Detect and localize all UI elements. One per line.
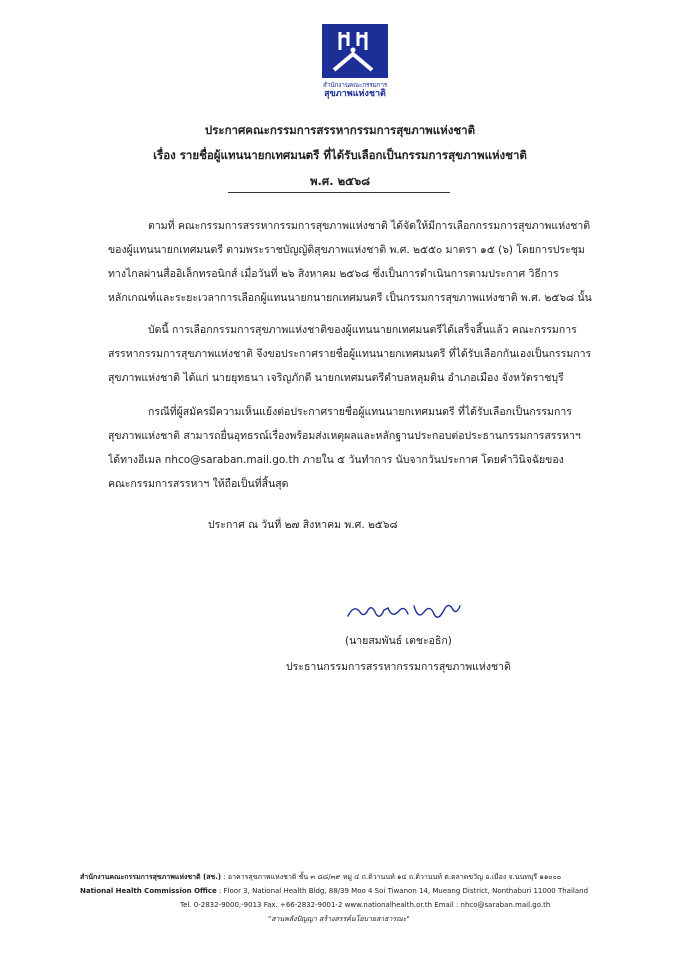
- logo-emblem-graphic: [322, 24, 388, 78]
- signer-position: ประธานกรรมการสรรหากรรมการสุขภาพแห่งชาติ: [286, 661, 511, 673]
- footer-english-address-text: : Floor 3, National Health Bldg, 88/39 Moo 4 Soi Tiwanon 14, Mueang District, Nonthaburi 11000 Thailand: [216, 887, 589, 895]
- handwritten-signature: [344, 598, 464, 624]
- footer-thai-org: สำนักงานคณะกรรมการสุขภาพแห่งชาติ (สช.): [80, 873, 222, 881]
- footer-thai-address: [80, 870, 620, 884]
- footer-english-org: National Health Commission Office: [80, 887, 217, 895]
- footer-slogan: "สานพลังปัญญา สร้างสรรค์นโยบายสาธารณะ": [268, 915, 410, 923]
- paragraph-1-line: ตามที่ คณะกรรมการสรรหากรรมการสุขภาพแห่งชาติ ได้จัดให้มีการเลือกกรรมการสุขภาพแห่งชาติ: [148, 220, 591, 232]
- announced-date: ประกาศ ณ วันที่ ๒๗ สิงหาคม พ.ศ. ๒๕๖๘: [208, 519, 398, 531]
- paragraph-1: [108, 214, 596, 310]
- document-title-line3: พ.ศ. ๒๕๖๘: [309, 174, 371, 188]
- paragraph-1-line: ทางไกลผ่านสื่ออิเล็กทรอนิกส์ เมื่อวันที่ ๒๖ สิงหาคม ๒๕๖๘ ซึ่งเป็นการดำเนินการตามประกาศ วิธีการ: [108, 268, 559, 280]
- document-title-line2: เรื่อง รายชื่อผู้แทนนายกเทศมนตรี ที่ได้รับเลือกเป็นกรรมการสุขภาพแห่งชาติ: [153, 148, 527, 162]
- paragraph-3-line: ได้ทางอีเมล nhco@saraban.mail.go.th ภายใน ๕ วันทำการ นับจากวันประกาศ โดยคำวินิจฉัยของ: [108, 454, 564, 466]
- footer-thai-address-text: : อาคารสุขภาพแห่งชาติ ชั้น ๓ ๘๘/๓๙ หมู่ ๔ ถ.ติวานนท์ ๑๔ ถ.ติวานนท์ ต.ตลาดขวัญ อ.เมือง จ.นนทบุรี ๑๑๐๐๐: [221, 873, 562, 881]
- paragraph-3: [108, 400, 596, 496]
- paragraph-2-line: สุขภาพแห่งชาติ ได้แก่ นายยุทธนา เจริญภักดี นายกเทศมนตรีตำบลหลุมดิน อำเภอเมือง จังหวัดราชบุรี: [108, 372, 564, 384]
- document-title-line1: ประกาศคณะกรรมการสรรหากรรมการสุขภาพแห่งชาติ: [204, 123, 476, 137]
- letterhead-footer: [80, 870, 620, 926]
- nhco-logo: [322, 24, 388, 99]
- paragraph-2-line: สรรหากรรมการสุขภาพแห่งชาติ จึงขอประกาศรายชื่อผู้แทนนายกเทศมนตรี ที่ได้รับเลือกกันเองเป็นกรรมการ: [108, 348, 592, 360]
- paragraph-3-line: กรณีที่ผู้สมัครมีความเห็นแย้งต่อประกาศรายชื่อผู้แทนนายกเทศมนตรี ที่ได้รับเลือกเป็นกรรมการ: [148, 406, 572, 418]
- logo-emblem: [322, 24, 388, 78]
- paragraph-1-line: ของผู้แทนนายกเทศมนตรี ตามพระราชบัญญัติสุขภาพแห่งชาติ พ.ศ. ๒๕๕๐ มาตรา ๑๕ (๖) โดยการประชุม: [108, 244, 585, 256]
- footer-contacts: Tel. 0-2832-9000,-9013 Fax. +66-2832-9001-2 www.nationalhealth.or.th Email : nhco@saraban.mail.go.th: [180, 901, 551, 909]
- paragraph-3-line: คณะกรรมการสรรหาฯ ให้ถือเป็นที่สิ้นสุด: [108, 478, 289, 490]
- logo-text-line2: สุขภาพแห่งชาติ: [324, 89, 386, 99]
- paragraph-2-line: บัดนี้ การเลือกกรรมการสุขภาพแห่งชาติของผู้แทนนายกเทศมนตรีได้เสร็จสิ้นแล้ว คณะกรรมการ: [148, 324, 577, 336]
- footer-english-address: [80, 884, 620, 898]
- title-divider: [228, 192, 450, 193]
- paragraph-1-line: หลักเกณฑ์และระยะเวลาการเลือกผู้แทนนายกนายกเทศมนตรี เป็นกรรมการสุขภาพแห่งชาติ พ.ศ. ๒๕๖๘ นั้น: [108, 292, 592, 304]
- paragraph-2: [108, 318, 596, 390]
- logo-text-line1: สำนักงานคณะกรรมการ: [322, 81, 388, 89]
- paragraph-3-line: สุขภาพแห่งชาติ สามารถยื่นอุทธรณ์เรื่องพร้อมส่งเหตุผลและหลักฐานประกอบต่อประธานกรรมการสรรหาฯ: [108, 430, 581, 442]
- signer-name: (นายสมพันธ์ เตชะอธิก): [345, 635, 452, 647]
